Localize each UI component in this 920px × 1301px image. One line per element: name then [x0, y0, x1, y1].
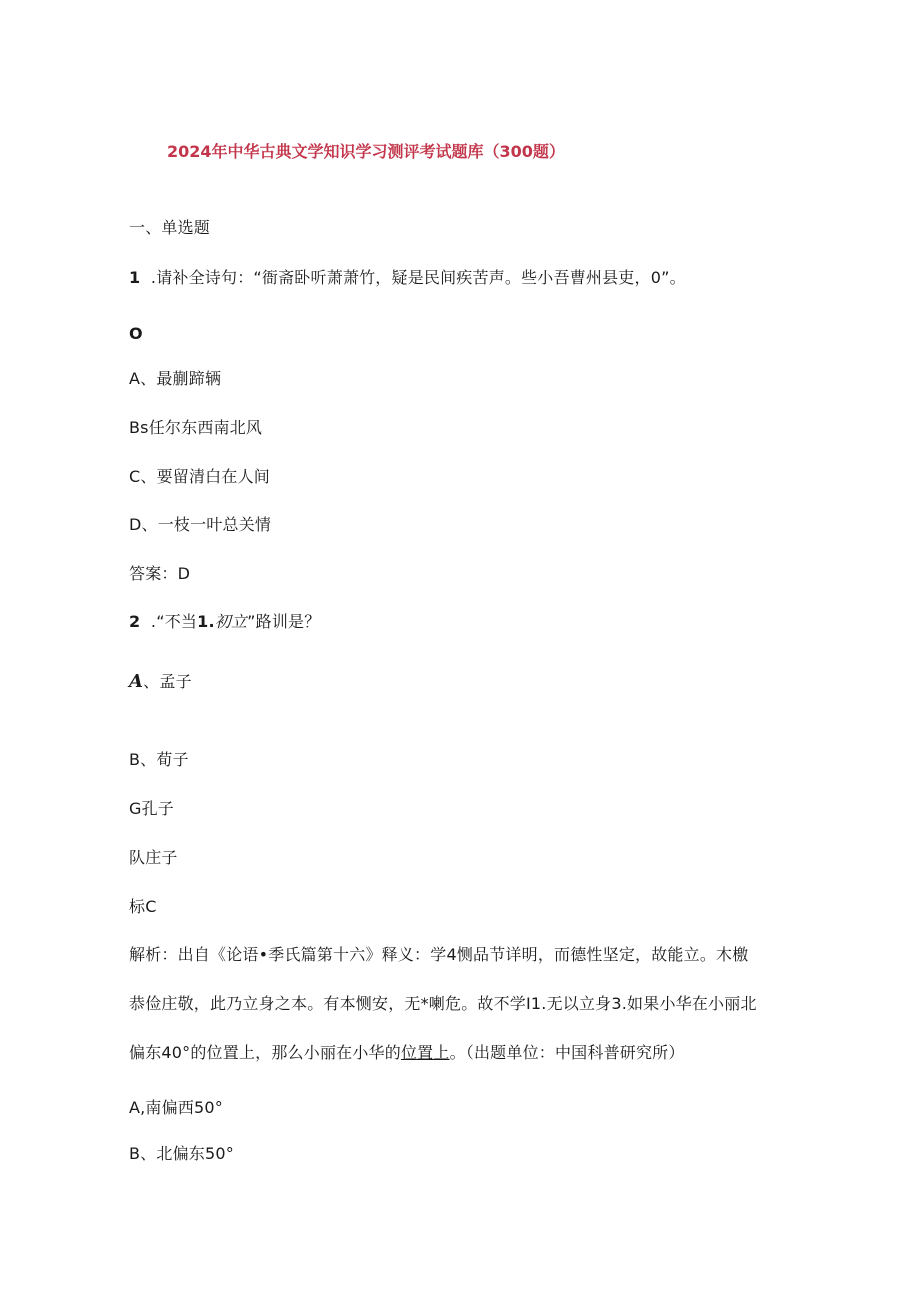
analysis-line-3-prefix: 偏东40°的位置上，那么小丽在小华的 [129, 1043, 401, 1062]
question-2-text-suffix: ”路训是？ [247, 612, 321, 631]
question-3-option-b: B、北偏东50° [129, 1144, 234, 1163]
section-heading: 一、单选题 [129, 218, 211, 237]
question-1-answer: 答案：D [129, 564, 191, 583]
document-title: 2024年中华古典文学知识学习测评考试题库（300题） [167, 142, 565, 161]
question-1-option-c: C、要留清白在人间 [129, 467, 270, 486]
question-2-analysis-line-2: 恭俭庄敬，此乃立身之本。有本恻安，无*喇危。故不学I1.无以立身3.如果小华在小丽北 [129, 994, 757, 1013]
question-2 [129, 612, 320, 632]
analysis-line-3-suffix: 。（出题单位：中国科普研究所） [449, 1043, 685, 1062]
question-1-option-d: D、一枝一叶总关情 [129, 515, 272, 534]
question-1 [129, 268, 686, 288]
question-1-number: 1 [129, 268, 141, 287]
question-3-option-a: A,南偏西50° [129, 1098, 223, 1117]
question-1-text: .请补全诗句：“衙斋卧听萧萧竹，疑是民间疾苦声。些小吾曹州县吏，0”。 [150, 268, 686, 287]
question-2-option-a [129, 672, 192, 692]
question-2-option-a-letter: A [129, 671, 144, 692]
question-2-analysis-line-3 [129, 1043, 685, 1063]
question-1-option-b: Bs任尔东西南北风 [129, 418, 263, 437]
question-2-text-prefix: .“不当 [150, 612, 198, 631]
question-1-blank: O [129, 324, 143, 343]
question-2-answer: 标C [129, 897, 157, 916]
question-2-text-italic: 初立 [214, 612, 248, 631]
question-2-option-c: G孔子 [129, 799, 174, 818]
question-2-text-bold: 1. [197, 612, 215, 631]
question-2-analysis-line-1: 解析：出自《论语•季氏篇第十六》释义：学4恻品节详明，而德性坚定，故能立。木檄 [129, 945, 749, 964]
question-2-option-d: 队庄子 [129, 848, 178, 867]
question-2-option-a-text: 、孟子 [143, 672, 192, 691]
question-2-number: 2 [129, 612, 141, 631]
question-2-option-b: B、荀子 [129, 750, 189, 769]
question-1-option-a: A、最蒯蹄辆 [129, 369, 222, 388]
analysis-line-3-underlined: 位置上 [400, 1043, 450, 1062]
